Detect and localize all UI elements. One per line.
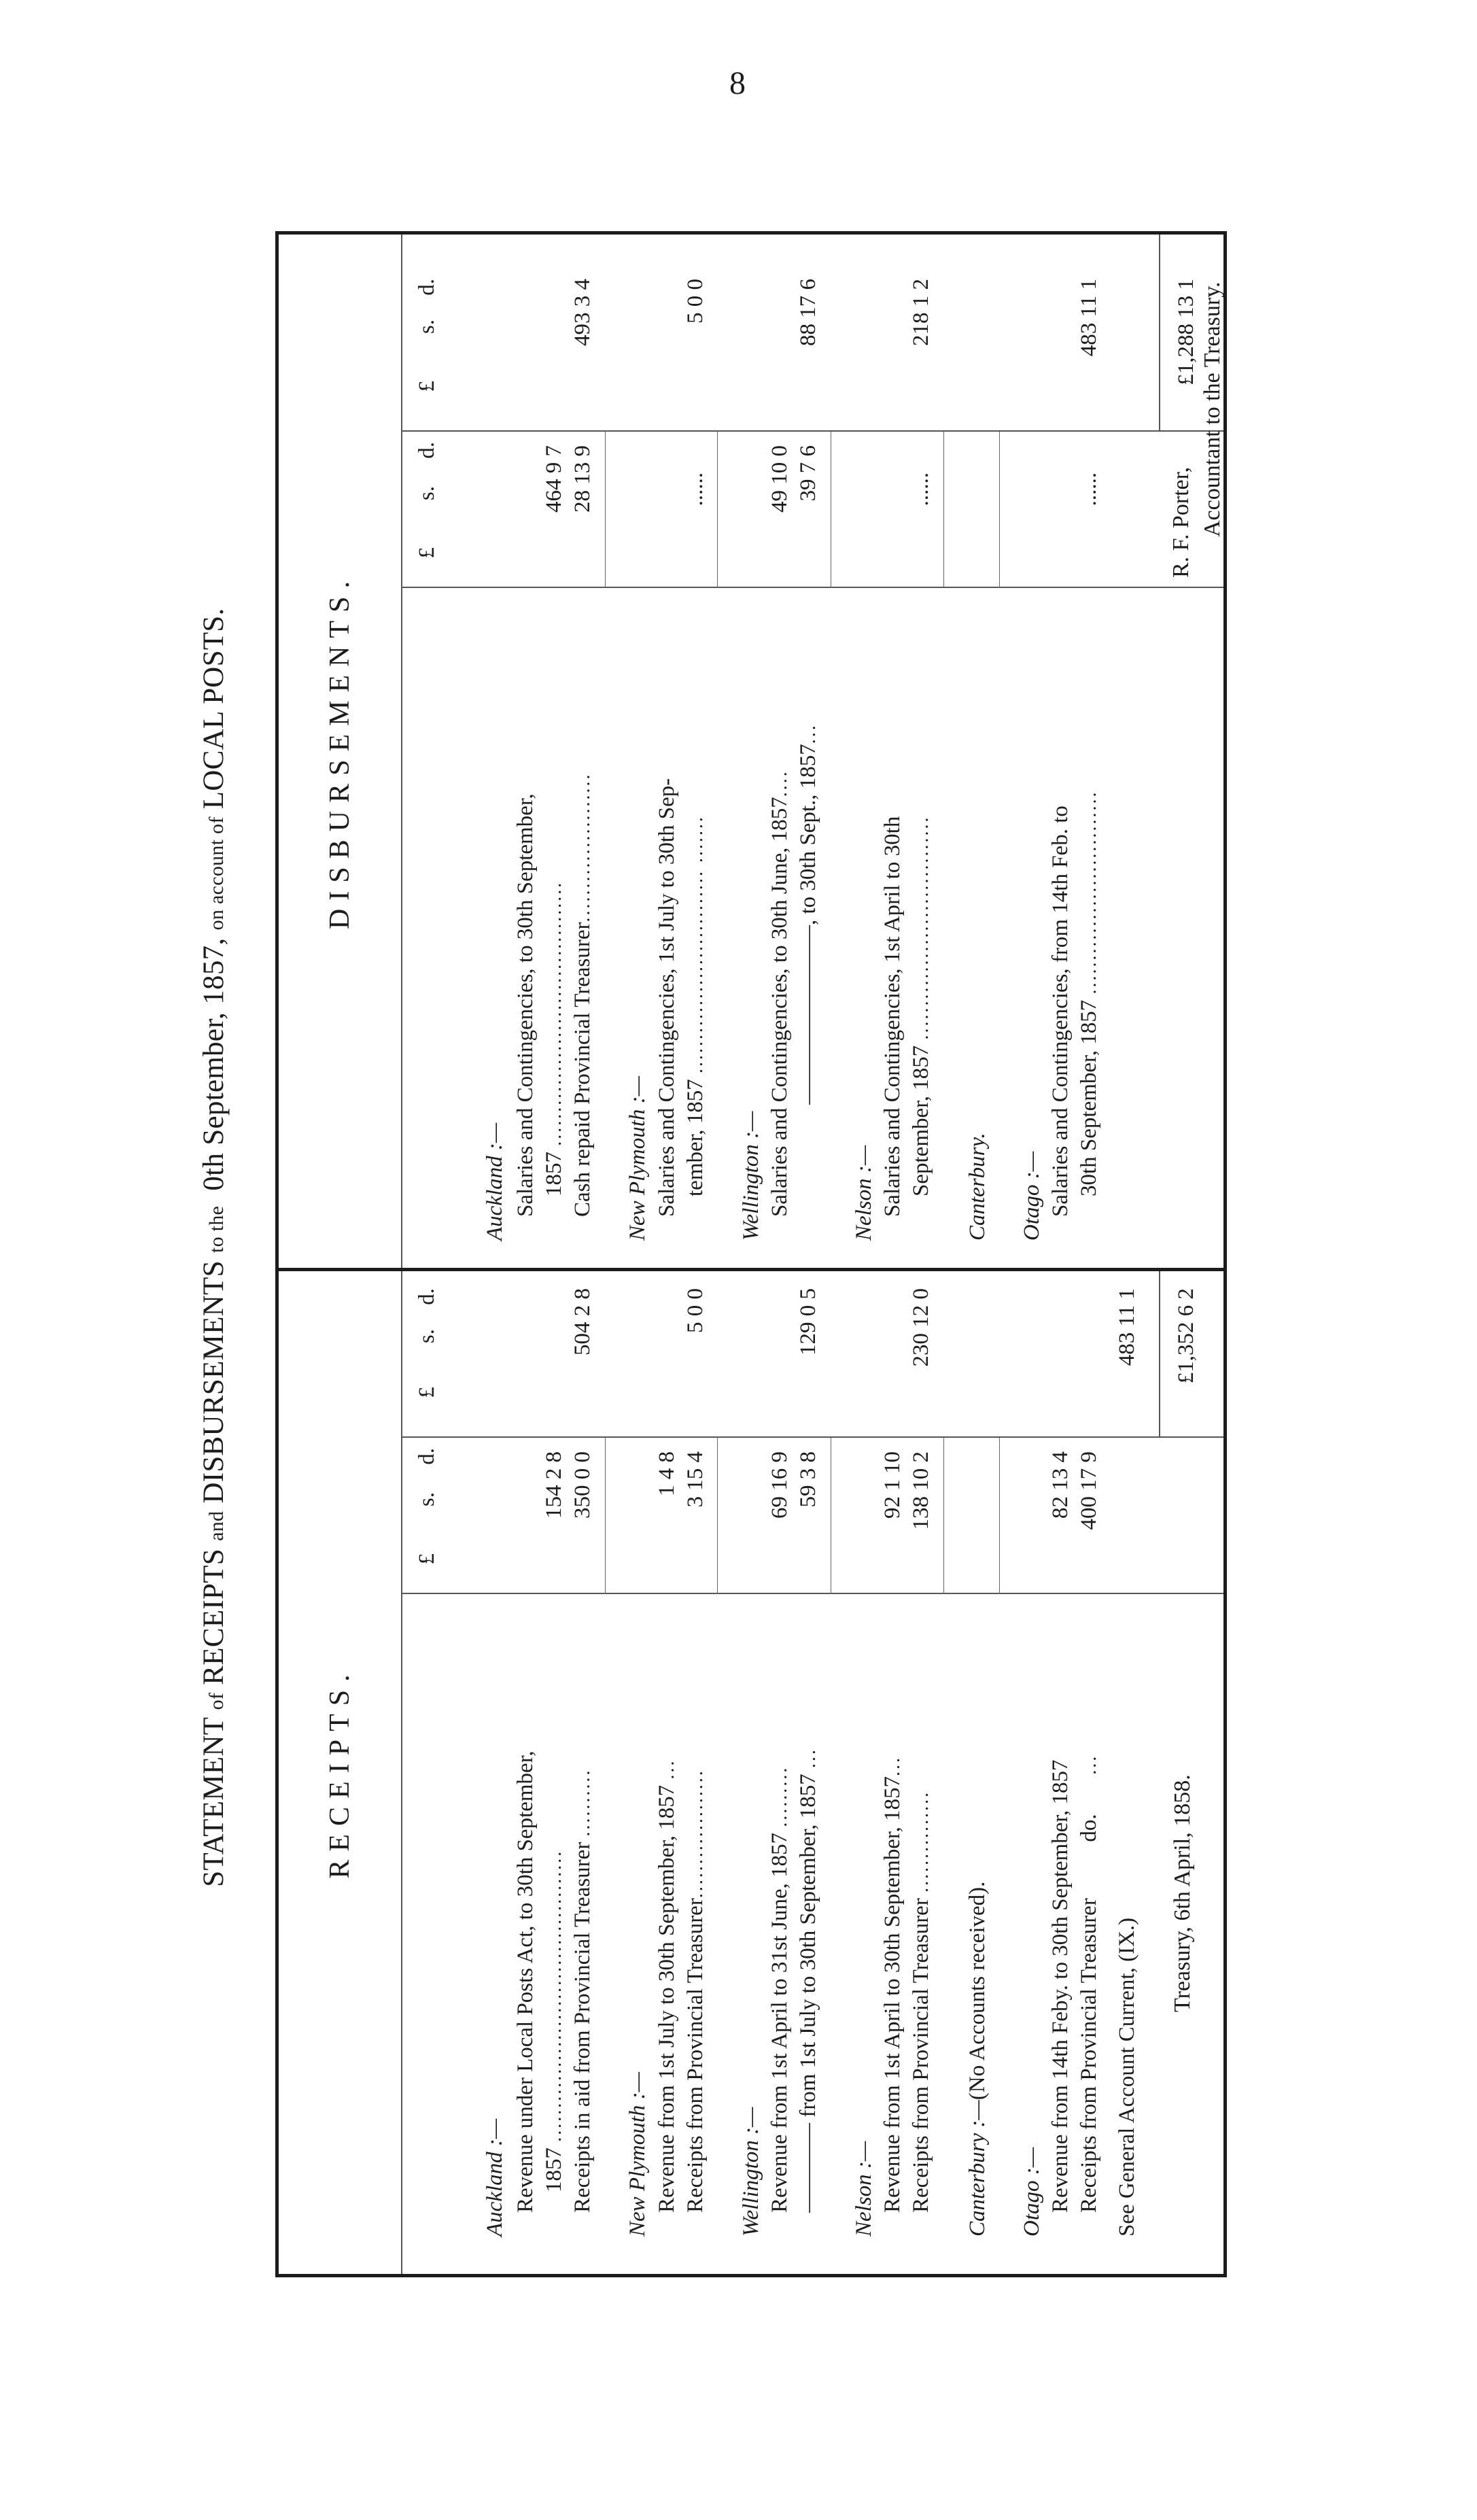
disbursements-wellington-amount2: 39 7 6 <box>796 445 820 502</box>
receipts-wellington-heading: Wellington :— <box>739 2107 763 2237</box>
receipts-auckland-total: 504 2 8 <box>570 1288 595 1356</box>
disbursements-wellington-line2-text: ————————, to 30th Sept., 1857 <box>796 744 820 1105</box>
disbursements-nelson-line1: Salaries and Contingencies, 1st April to 30th <box>880 816 905 1217</box>
col-shillings: s. <box>415 486 439 501</box>
title-word: to the <box>205 1205 228 1254</box>
receipts-wellington-line2: ———— from 1st July to 30th September, 1857 ... <box>796 1747 820 2213</box>
title-word: RECEIPTS <box>198 1548 230 1685</box>
receipts-heading: RECEIPTS. <box>279 1271 402 2274</box>
receipts-new-plymouth-amount1: 1 4 8 <box>655 1451 679 1496</box>
statement-table <box>275 231 1227 2277</box>
total-rule <box>1159 1271 1160 1438</box>
disbursements-wellington-line1-text: Salaries and Contingencies, to 30th June, 1857 <box>767 797 792 1217</box>
disbursements-otago-total: 483 11 1 <box>1077 279 1101 357</box>
row-rule <box>943 432 944 588</box>
receipts-new-plymouth-total: 5 0 0 <box>683 1288 708 1333</box>
row-rule <box>999 1438 1000 1594</box>
disbursements-new-plymouth-line1b-text: tember, 1857 <box>683 1079 708 1196</box>
row-rule <box>717 432 718 588</box>
receipts-auckland-line1b: 1857 ........................................... <box>542 1849 566 2192</box>
receipts-otago-line2-text: Receipts from Provincial Treasurer <box>1077 1898 1101 2213</box>
disbursements-new-plymouth-line1b: tember, 1857 .............................. ....... <box>683 814 708 1196</box>
disbursements-auckland-amount2: 28 13 9 <box>570 445 595 513</box>
receipts-nelson-heading: Nelson :— <box>852 2141 876 2237</box>
receipts-otago-amount1: 82 13 4 <box>1048 1451 1073 1519</box>
title-word: DISBURSEMENTS <box>198 1260 230 1504</box>
receipts-otago-heading: Otago :— <box>1020 2147 1044 2237</box>
receipts-otago-line2-do: do. <box>1077 1814 1101 1842</box>
disbursements-auckland-heading: Auckland :— <box>483 1122 507 1241</box>
col-pounds: £ <box>415 381 439 392</box>
receipts-nelson-total: 230 12 0 <box>909 1288 933 1367</box>
receipts-canterbury-note: (No Accounts received). <box>965 1881 990 2101</box>
receipts-nelson-line2-text: Receipts from Provincial Treasurer <box>909 1898 933 2213</box>
receipts-canterbury <box>962 1882 993 2237</box>
receipts-new-plymouth-heading: New Plymouth :— <box>625 2072 650 2237</box>
title-word: STATEMENT <box>198 1717 230 1887</box>
receipts-otago-line1: Revenue from 14th Feby. to 30th September, 1857 <box>1048 1759 1073 2213</box>
document-title <box>195 500 233 1995</box>
receipts-new-plymouth-line1: Revenue from 1st July to 30th September, 1857 ... <box>655 1759 679 2213</box>
receipts-new-plymouth-line1-text: Revenue from 1st July to 30th September, 1857 <box>655 1784 679 2213</box>
receipts-wellington-total: 129 0 5 <box>796 1288 820 1356</box>
title-word: and <box>205 1511 228 1541</box>
signature-block <box>1166 102 1240 578</box>
receipts-new-plymouth-line2-text: Receipts from Provincial Treasurer <box>683 1898 708 2213</box>
receipts-wellington-amount2: 59 3 8 <box>796 1451 820 1508</box>
col-pence: d. <box>415 1448 439 1465</box>
disbursements-wellington-line2: ————————, to 30th Sept., 1857... <box>796 723 820 1105</box>
receipts-auckland-heading: Auckland :— <box>483 2118 507 2237</box>
receipts-nelson-line1: Revenue from 1st April to 30th September, 1857... <box>880 1755 905 2213</box>
disbursements-wellington-amount1: 49 10 0 <box>767 445 792 513</box>
receipts-wellington-line1-text: Revenue from 1st April to 31st June, 1857 <box>767 1832 792 2213</box>
disbursements-wellington-total: 88 17 6 <box>796 279 820 346</box>
disbursements-new-plymouth-total: 5 0 0 <box>683 279 708 324</box>
title-word: 0th <box>198 1152 230 1191</box>
receipts-canterbury-heading: Canterbury :— <box>965 2100 990 2237</box>
title-word: LOCAL POSTS. <box>198 608 230 810</box>
receipts-nelson-line2: Receipts from Provincial Treasurer ............... <box>909 1790 933 2213</box>
disbursements-new-plymouth-amount1: ...... <box>683 472 708 506</box>
disbursements-otago-line1b-text: 30th September, 1857 <box>1077 999 1101 1196</box>
receipts-new-plymouth-amount2: 3 15 4 <box>683 1451 708 1508</box>
receipts-wellington-line1: Revenue from 1st April to 31st June, 1857 ......... <box>767 1765 792 2213</box>
row-rule <box>999 432 1000 588</box>
col-pence: d. <box>415 279 439 296</box>
receipts-grand-total: £1,352 6 2 <box>1174 1288 1198 1384</box>
disbursements-auckland-total: 493 3 4 <box>570 279 595 346</box>
receipts-auckland-line1b-text: 1857 <box>542 2147 566 2192</box>
col-pence: d. <box>415 1288 439 1305</box>
signature: R. F. Porter, <box>1168 466 1194 578</box>
place-and-date: Treasury, 6th April, 1858. <box>1170 1774 1195 2012</box>
title-word: September, 1857, <box>198 937 230 1145</box>
receipts-auckland-amount2: 350 0 0 <box>570 1451 595 1519</box>
title-word: on account of <box>205 816 228 931</box>
disbursements-nelson-line1b: September, 1857 ................................. <box>909 815 933 1196</box>
receipts-new-plymouth-line2: Receipts from Provincial Treasurer................... <box>683 1769 708 2213</box>
disbursements-wellington-line1: Salaries and Contingencies, to 30th June, 1857.... <box>767 770 792 1217</box>
disbursements-canterbury-heading: Canterbury. <box>965 1133 990 1241</box>
disbursements-otago-line1: Salaries and Contingencies, from 14th Feb. to <box>1048 806 1073 1217</box>
disbursements-auckland-amount1: 464 9 7 <box>542 445 566 513</box>
disbursements-new-plymouth-line1: Salaries and Contingencies, 1st July to 30th Sep- <box>655 778 679 1217</box>
title-word: of <box>205 1692 228 1710</box>
page-number: 8 <box>729 65 746 101</box>
disbursements-nelson-heading: Nelson :— <box>852 1145 876 1241</box>
column-rule <box>401 587 1223 588</box>
disbursements-auckland-line1: Salaries and Contingencies, to 30th September, <box>513 793 538 1217</box>
total-rule <box>1159 235 1160 432</box>
receipts-otago-amount2: 400 17 9 <box>1077 1451 1101 1530</box>
col-pounds: £ <box>415 1553 439 1565</box>
disbursements-heading: DISBURSEMENTS. <box>279 235 402 1268</box>
column-rule <box>401 430 1223 432</box>
receipts-nelson-amount2: 138 10 2 <box>909 1451 933 1530</box>
receipts-auckland-line1: Revenue under Local Posts Act, to 30th September, <box>513 1750 538 2213</box>
receipts-auckland-amount1: 154 2 8 <box>542 1451 566 1519</box>
col-shillings: s. <box>415 1492 439 1507</box>
disbursements-new-plymouth-heading: New Plymouth :— <box>625 1076 650 1241</box>
column-rule <box>401 1436 1223 1438</box>
col-pence: d. <box>415 442 439 459</box>
row-rule <box>717 1438 718 1594</box>
receipts-see-note: See General Account Current, (IX.) <box>1115 1917 1139 2237</box>
receipts-otago-total: 483 11 1 <box>1115 1288 1139 1366</box>
disbursements-nelson-amount1: ...... <box>909 472 933 506</box>
receipts-auckland-line2: Receipts in aid from Provincial Treasurer .......... <box>570 1768 595 2213</box>
disbursements-grand-total: £1,288 13 1 <box>1174 279 1198 385</box>
disbursements-section <box>279 235 1223 1271</box>
disbursements-otago-line1b: 30th September, 1857 .............................. <box>1077 790 1101 1196</box>
signatory-role: Accountant to the Treasury. <box>1200 281 1225 537</box>
col-shillings: s. <box>415 320 439 334</box>
disbursements-nelson-line1b-text: September, 1857 <box>909 1045 933 1196</box>
col-pounds: £ <box>415 547 439 559</box>
column-rule <box>401 1593 1223 1594</box>
disbursements-otago-amount1: ...... <box>1077 472 1101 506</box>
col-shillings: s. <box>415 1329 439 1344</box>
receipts-otago-line2: Receipts from Provincial Treasurer do. ... <box>1077 1754 1101 2213</box>
disbursements-auckland-line2-text: Cash repaid Provincial Treasurer <box>570 922 595 1217</box>
receipts-auckland-line2-text: Receipts in aid from Provincial Treasurer <box>570 1842 595 2213</box>
receipts-nelson-line1-text: Revenue from 1st April to 30th September, 1857 <box>880 1776 905 2213</box>
row-rule <box>605 1438 606 1594</box>
receipts-wellington-line2-text: ———— from 1st July to 30th September, 1857 <box>796 1774 820 2213</box>
disbursements-wellington-heading: Wellington :— <box>739 1111 763 1241</box>
row-rule <box>943 1438 944 1594</box>
receipts-nelson-amount1: 92 1 10 <box>880 1451 905 1519</box>
receipts-wellington-amount1: 69 16 9 <box>767 1451 792 1519</box>
col-pounds: £ <box>415 1387 439 1398</box>
disbursements-auckland-line1b-text: 1857 <box>542 1152 566 1196</box>
receipts-section <box>279 1271 1223 2274</box>
disbursements-otago-heading: Otago :— <box>1020 1151 1044 1241</box>
row-rule <box>605 432 606 588</box>
disbursements-nelson-total: 218 1 2 <box>909 279 933 346</box>
disbursements-auckland-line2: Cash repaid Provincial Treasurer...................... <box>570 772 595 1217</box>
disbursements-auckland-line1b: 1857 ....................................... <box>542 880 566 1196</box>
